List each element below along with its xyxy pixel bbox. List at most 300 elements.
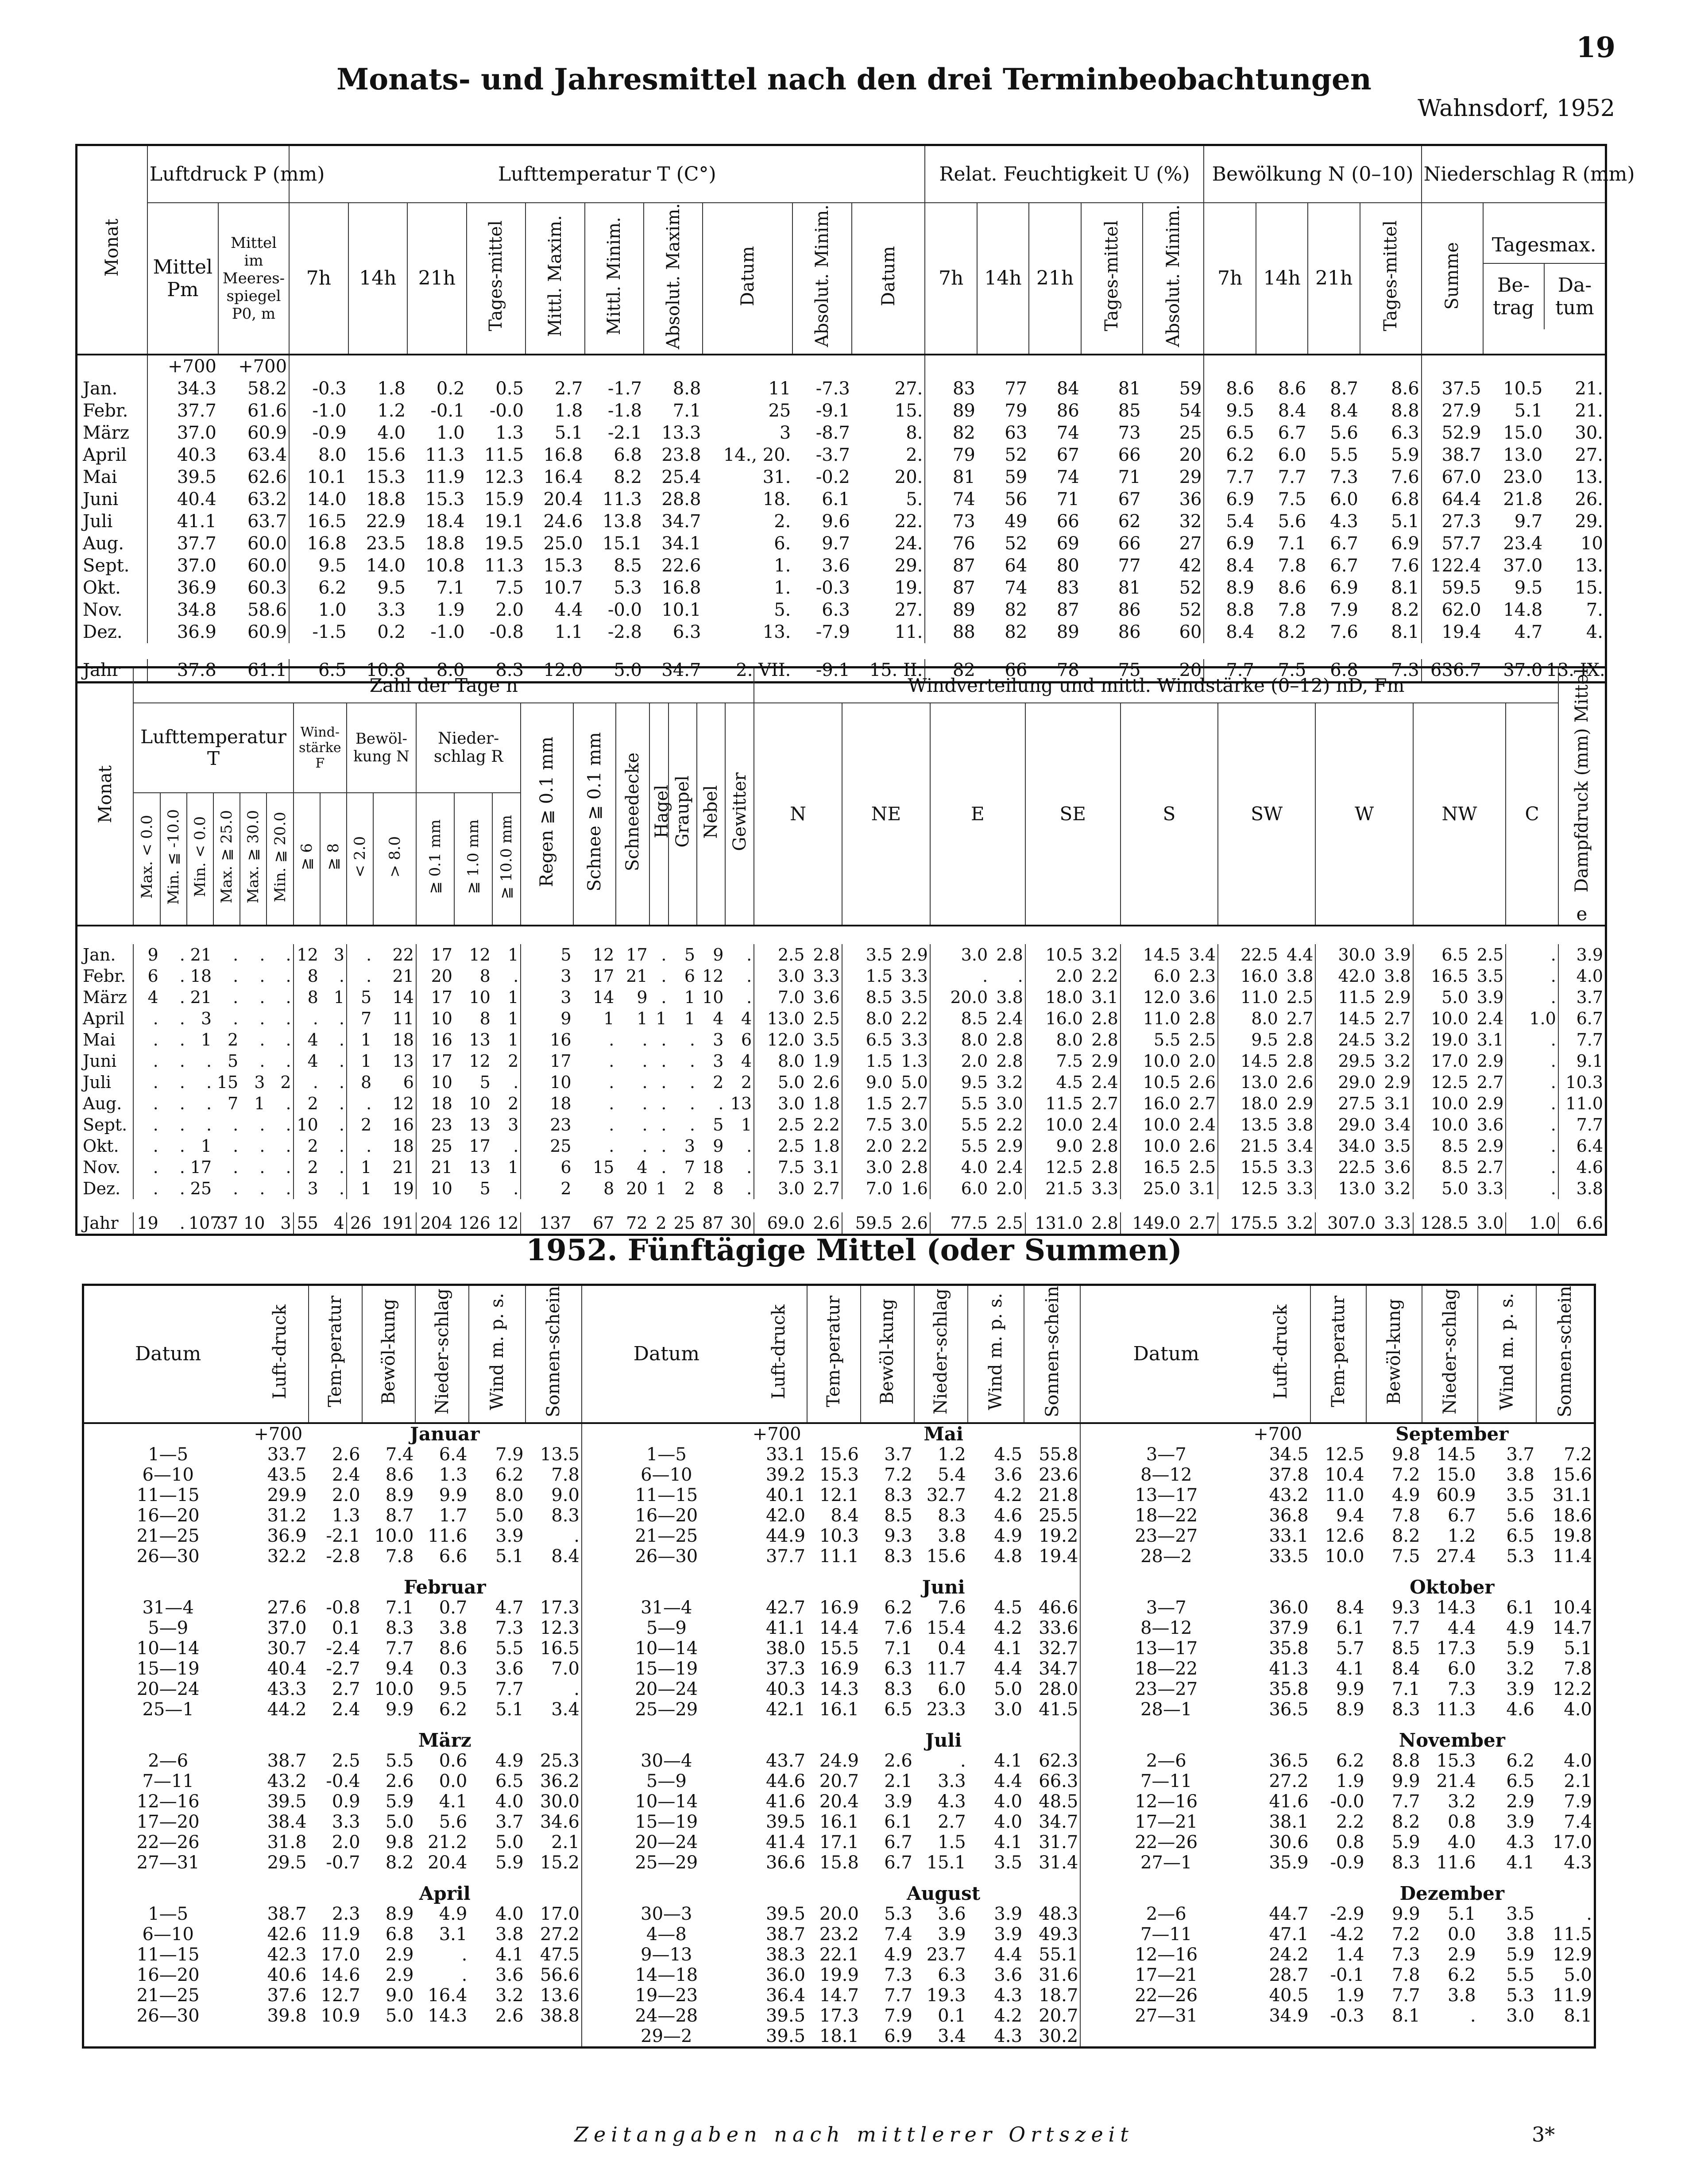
table-cell: 7.6 (884, 1617, 912, 1638)
table-cell: 6 (725, 1029, 754, 1050)
table-cell: -0.8 (489, 622, 524, 643)
table-cell: 8.0 (961, 1030, 988, 1050)
table-cell: 16.9 (819, 1658, 859, 1679)
jahr-cell: 128.5 (1420, 1213, 1468, 1233)
spacer (582, 1873, 1080, 1883)
table-cell: 5.3 (884, 1903, 912, 1924)
t3-header (309, 1285, 362, 1423)
table-cell: 15.8 (819, 1852, 859, 1873)
table-cell: 21.5 (1240, 1136, 1278, 1156)
table-cell: 8 (713, 1179, 724, 1199)
table-cell: 9.5 (1514, 578, 1543, 598)
table-cell: 21 (190, 945, 212, 965)
base-cell (1143, 355, 1204, 378)
table-cell: 1 (656, 1179, 667, 1199)
nebel-header: Nebel (701, 785, 722, 839)
table-cell: 3 (713, 1030, 724, 1050)
table-cell: 3.9 (1576, 945, 1603, 965)
table-cell: 3.6 (495, 1964, 524, 1985)
table-cell: 12.3 (484, 467, 524, 488)
table-cell: 9 (637, 988, 648, 1007)
table-cell: 5.1 (1514, 401, 1543, 421)
table-cell: 43.5 (267, 1464, 307, 1485)
table-cell: 3—7 (1080, 1444, 1252, 1465)
spacer (83, 1567, 582, 1577)
table-cell: 41.4 (765, 1832, 806, 1852)
table-cell: 16 (373, 1114, 416, 1135)
table-cell: 11.6 (1436, 1852, 1476, 1873)
table-cell: 3.1 (1182, 1178, 1218, 1199)
table-cell: 4.0 (1447, 1832, 1476, 1852)
table-cell: 7.7 (1576, 1030, 1603, 1050)
table-cell: 3.2 (989, 1072, 1025, 1093)
table-cell: 9.6 (822, 511, 850, 532)
table-cell: 2.1 (884, 1771, 912, 1791)
jahr-cell: 13. IX. (1546, 660, 1605, 681)
table-cell: 11—15 (136, 1944, 200, 1965)
table-cell: 35.9 (1269, 1852, 1309, 1873)
month-heading: Januar (410, 1423, 480, 1445)
table-cell: -2.9 (1330, 1903, 1364, 1924)
bew-21h-header: 21h (1308, 203, 1360, 355)
month-heading: Oktober (1410, 1576, 1495, 1598)
jahr-cell: 78 (1056, 660, 1079, 681)
table-cell: 8.1 (1360, 577, 1422, 599)
jahr-cell: 5.0 (614, 660, 642, 681)
jahr-cell: 37.0 (1503, 660, 1543, 681)
table-cell: 1.3 (894, 1050, 930, 1072)
table-cell: 23.8 (661, 445, 701, 466)
table-cell: 4.4 (1447, 1617, 1476, 1638)
table-cell: 23.5 (366, 533, 406, 554)
jahr-cell: 2.6 (806, 1212, 842, 1235)
table-cell: 5.9 (495, 1852, 524, 1873)
t2-sub-header (187, 793, 213, 926)
table-cell: 8—12 (1080, 1465, 1252, 1485)
base-cell (1308, 355, 1360, 378)
t2-sub-header (160, 793, 187, 926)
table-cell: 3.3 (894, 1029, 930, 1050)
table-cell: 11.3 (1436, 1699, 1476, 1720)
table-cell: 10.1 (307, 467, 347, 488)
table-cell: 14.0 (307, 489, 347, 510)
table-cell: 74 (952, 489, 975, 510)
table-cell (1080, 1423, 1252, 1444)
table-cell: Jan. (77, 944, 134, 965)
table-cell: 7.6 (1360, 555, 1422, 577)
table-cell: 1—5 (582, 1444, 751, 1465)
table-cell: 35.8 (1269, 1638, 1309, 1659)
table-cell: 20—24 (582, 1679, 751, 1699)
table-cell (252, 1883, 308, 1904)
table-cell: 55.1 (1039, 1944, 1078, 1965)
spacer-row (77, 643, 1606, 659)
table-cell: -0.9 (1330, 1852, 1364, 1873)
table-cell: 3.8 (1576, 1179, 1603, 1199)
table-cell: 47.5 (540, 1944, 580, 1965)
table-cell: 41.6 (1269, 1791, 1309, 1812)
tagesmax-header: Tagesmax. Be-trag Da-tum (1483, 203, 1606, 355)
table-cell: 10.7 (543, 578, 583, 598)
table-cell: 10 (297, 1115, 318, 1135)
table-cell: 16.0 (1045, 1009, 1083, 1029)
table-cell: 6.7 (1330, 533, 1358, 554)
table-cell: 0.8 (1336, 1832, 1364, 1852)
table-cell: . (267, 965, 293, 987)
t2-sub-label: Max. ≧ 30.0 (244, 810, 263, 904)
table-cell (1422, 2026, 1478, 2048)
table-cell: 52 (1143, 577, 1204, 599)
five-day-row (83, 1883, 1595, 1904)
table-cell: 8.4 (831, 1505, 859, 1526)
base-cell (644, 355, 703, 378)
t3-header (469, 1285, 525, 1423)
table-cell: 11.7 (926, 1658, 966, 1679)
table-cell: 13 (469, 1115, 491, 1135)
table-cell: 12.1 (819, 1485, 859, 1505)
table-cell: 1.9 (436, 600, 465, 621)
table-cell: 1.8 (806, 1093, 842, 1114)
table-cell: 7—11 (1080, 1924, 1252, 1945)
table-cell: 4.0 (495, 1791, 524, 1812)
table-cell: 3.0 (989, 1093, 1025, 1114)
jahr-cell: 8.0 (436, 660, 465, 681)
table-cell: 89 (952, 600, 975, 621)
table-cell: Juli (77, 510, 147, 533)
table-cell: 2.7 (1182, 1093, 1218, 1114)
table-cell: 8.0 (318, 445, 347, 466)
table-cell: 8.3 (884, 1485, 912, 1505)
base-row (77, 355, 1606, 378)
table-cell: . (206, 1051, 212, 1071)
table-cell: 11.0 (1325, 1485, 1364, 1505)
table-cell: 52 (1005, 445, 1028, 466)
five-day-means-table (82, 1284, 1596, 2049)
month-heading: Mai (924, 1423, 963, 1445)
table-cell: 13—17 (1080, 1485, 1252, 1505)
table-cell: 43.3 (267, 1679, 307, 1699)
table-cell: 7.1 (884, 1638, 912, 1659)
table-cell: 3.6 (1377, 1157, 1413, 1178)
table-cell: 7.9 (1564, 1791, 1592, 1812)
table-cell (1252, 1730, 1310, 1751)
table-cell (1478, 2026, 1536, 2048)
table-cell: . (366, 1094, 372, 1114)
table-cell: 27.4 (1436, 1546, 1476, 1567)
table-cell: 14., 20. (723, 445, 791, 466)
table-cell: 2 (307, 1158, 318, 1177)
table-cell: 1 (637, 1009, 648, 1029)
spacer-row (83, 1873, 1595, 1883)
table-cell: 87 (1056, 600, 1079, 621)
table-cell: . (642, 1094, 648, 1114)
table-cell: 3.1 (439, 1924, 468, 1945)
table-cell: 5.0 (385, 2005, 414, 2026)
table-cell: 61.6 (218, 400, 289, 422)
table-cell: 21. (1575, 401, 1603, 421)
table-cell: 2.7 (1470, 1157, 1506, 1178)
table-cell: 5.5 (385, 1750, 414, 1771)
table-cell: 2.9 (894, 944, 930, 965)
table-cell: -2.7 (326, 1658, 360, 1679)
table-cell (751, 1577, 807, 1598)
five-day-row (83, 1730, 1595, 1751)
table-cell: 0.2 (436, 378, 465, 399)
table-cell: . (259, 945, 265, 965)
base-cell (1204, 355, 1256, 378)
table-cell: 6.5 (884, 1699, 912, 1720)
spacer (77, 1199, 1606, 1212)
table-cell: 37.9 (1269, 1617, 1309, 1638)
table-cell: 17 (469, 1136, 491, 1156)
table-cell: 6—10 (142, 1464, 194, 1485)
page-number: 19 (1576, 31, 1616, 64)
table-cell: 2.2 (806, 1114, 842, 1135)
table-cell: 84 (1056, 378, 1079, 399)
t3-header-label: Luft-druck (768, 1304, 789, 1399)
table-cell: 4.9 (439, 1903, 468, 1924)
temp-7h-header: 7h (289, 203, 348, 355)
jahr-cell: 26 (350, 1213, 372, 1233)
table-cell: 3.0 (894, 1114, 930, 1135)
table-cell: 8 (603, 1179, 614, 1199)
table-cell: 5.9 (385, 1791, 414, 1812)
bew-tagesmittel-header: Tages-mittel (1380, 220, 1401, 332)
table-cell: 2.6 (332, 1444, 360, 1465)
table-cell: 6.0 (1330, 489, 1358, 510)
table-cell: 4.2 (994, 1617, 1023, 1638)
base-cell (1081, 355, 1143, 378)
table-cell: 9.0 (551, 1485, 580, 1505)
table-cell: 6.2 (884, 1597, 912, 1618)
table-cell: 4.3 (1506, 1832, 1534, 1852)
table-cell: 30—4 (582, 1751, 751, 1771)
table-cell: 19.4 (1441, 622, 1481, 643)
dir-w-header: W (1315, 703, 1413, 926)
table-cell: 18.0 (1045, 988, 1083, 1007)
mittl-minim-header: Mittl. Minim. (604, 216, 625, 336)
jahr-cell: 2.8 (1085, 1212, 1121, 1235)
table-cell (1080, 1883, 1252, 1904)
table-cell: 15.6 (366, 445, 406, 466)
table-cell: . (259, 1115, 265, 1135)
table-cell: Nov. (77, 1157, 134, 1178)
table-cell: 30.0 (540, 1791, 580, 1812)
spacer (83, 1720, 582, 1730)
table-cell: 1 (360, 1158, 372, 1177)
table-cell: 3 (684, 1136, 695, 1156)
table-cell: 1.8 (377, 378, 406, 399)
table-cell: 7.0 (866, 1179, 893, 1199)
table-cell: 37.7 (765, 1546, 806, 1567)
table-cell: 16.1 (819, 1811, 859, 1832)
spacer-row (77, 1199, 1606, 1212)
table-cell: 16—20 (582, 1505, 751, 1526)
table-cell: 9.3 (884, 1525, 912, 1546)
table-cell: 9.4 (385, 1658, 414, 1679)
base-cell (1544, 355, 1606, 378)
table-cell: 1.0 (1506, 1008, 1558, 1029)
table-cell: 4 (725, 1008, 754, 1029)
table-cell: . (320, 1050, 347, 1072)
table-cell: 13 (469, 1158, 491, 1177)
schneedecke-header: Schneedecke (622, 752, 643, 871)
table-cell (582, 1577, 751, 1598)
table-cell: 11. (852, 621, 925, 643)
table-cell: 67 (1056, 445, 1079, 466)
table-cell: 14 (373, 987, 416, 1008)
table-cell: 10.0 (1143, 1115, 1181, 1135)
jahr-cell: 137 (539, 1213, 572, 1233)
table-cell: 19.2 (1039, 1525, 1078, 1546)
table-cell: 16.5 (307, 511, 347, 532)
table-cell: 71 (1118, 467, 1141, 488)
jahr-cell: 37.8 (177, 660, 216, 681)
t3-header-label: Luft-druck (1270, 1304, 1291, 1399)
table-cell: 12—16 (1080, 1945, 1252, 1965)
table-cell: 36.0 (1269, 1597, 1309, 1618)
feuchte-header: Relat. Feuchtigkeit U (%) (925, 145, 1204, 203)
table-cell: -2.8 (326, 1546, 360, 1567)
table-cell: 15. (852, 400, 925, 422)
t3-header-label: Sonnen-schein (1555, 1286, 1576, 1417)
table-cell: 36.8 (1269, 1505, 1309, 1526)
table-cell: 5.6 (1330, 423, 1358, 444)
table-cell: 8.6 (1278, 578, 1306, 598)
table-cell: 32.2 (267, 1546, 307, 1567)
table-cell: 48.5 (1039, 1791, 1078, 1812)
table-cell (83, 1730, 252, 1751)
table-cell: 15.4 (926, 1617, 966, 1638)
table-cell: . (233, 945, 239, 965)
table-cell: -1.0 (430, 622, 465, 643)
table-cell: 4 (307, 1051, 318, 1071)
table-cell: . (233, 1009, 239, 1029)
table-cell: 3.8 (1280, 1114, 1316, 1135)
table-cell: . (267, 1135, 293, 1157)
table-cell: 1 (254, 1094, 265, 1114)
table-cell: 3.9 (1470, 987, 1506, 1008)
table-cell: 14.3 (819, 1679, 859, 1699)
table-cell: 14 (592, 988, 614, 1007)
table-cell: 5.1 (554, 423, 583, 444)
table-cell: 8.3 (884, 1546, 912, 1567)
table-cell: 7.1 (1391, 1679, 1420, 1699)
table-cell: 5.5 (961, 1115, 988, 1135)
t2-sub-label: ≧ 8 (324, 843, 342, 871)
table-cell: . (259, 1158, 265, 1177)
table-cell: 12 (373, 1093, 416, 1114)
table-cell: Okt. (77, 1135, 134, 1157)
table-cell: . (153, 1094, 158, 1114)
table-cell: 11.4 (1552, 1546, 1592, 1567)
table-cell: . (661, 1115, 667, 1135)
table-cell: 1.6 (894, 1178, 930, 1199)
table-cell: 12.7 (321, 1985, 360, 2006)
table-cell: 8.0 (1056, 1030, 1083, 1050)
table-cell: . (461, 1944, 468, 1965)
table-cell: 7.2 (884, 1464, 912, 1485)
table-cell: 7.7 (1278, 467, 1306, 488)
table-cell: 2.0 (332, 1832, 360, 1852)
table-cell: 12.5 (1431, 1073, 1468, 1092)
table-cell: 122.4 (1430, 556, 1481, 576)
table-cell: 5.9 (1360, 444, 1422, 466)
month-heading: Juli (925, 1729, 962, 1751)
table-cell: Sept. (77, 555, 147, 577)
five-day-row (83, 1699, 1595, 1720)
table-cell: 1.1 (554, 622, 583, 643)
table-cell: 6.0 (961, 1179, 988, 1199)
table-cell: 46.6 (1039, 1597, 1078, 1618)
table-cell: Dez. (77, 1178, 134, 1199)
table-cell: 3.6 (994, 1964, 1023, 1985)
absolut-maxim-header: Absolut. Maxim. (663, 203, 684, 349)
table-cell: 42.7 (765, 1597, 806, 1618)
table-cell: 9.0 (866, 1073, 893, 1092)
table-cell: 60.0 (218, 555, 289, 577)
table-cell: 8.3 (884, 1679, 912, 1699)
t3-header: Datum (83, 1285, 252, 1423)
jahr-cell: 6.8 (1330, 660, 1358, 681)
table-cell: . (179, 966, 185, 986)
table-cell: 3.2 (1377, 1029, 1413, 1050)
table-cell: 17 (592, 966, 614, 986)
table-cell: 10.3 (819, 1525, 859, 1546)
table-cell: 9.3 (1391, 1597, 1420, 1618)
table-cell: 2.6 (1182, 1135, 1218, 1157)
table-cell: 9 (147, 945, 158, 965)
table-cell: 5.5 (1506, 1964, 1534, 1985)
table-cell: 15.3 (366, 467, 406, 488)
table-cell: 49.3 (1039, 1924, 1078, 1945)
table-cell: 40.5 (1269, 1985, 1309, 2006)
table-cell: 14.0 (366, 556, 406, 576)
jahr-cell: 30 (725, 1212, 754, 1235)
t2-sub-label: > 8.0 (386, 836, 404, 878)
table-cell: 12 (469, 1051, 491, 1071)
table-cell: 4 (637, 1158, 648, 1177)
table-cell: 14.5 (1338, 1009, 1376, 1029)
table-cell: 4.2 (994, 1485, 1023, 1505)
table-cell: . (179, 1136, 185, 1156)
table-cell: 18.7 (1039, 1985, 1078, 2006)
jahr-cell: 7.5 (1278, 660, 1306, 681)
table-cell: 10.0 (1325, 1546, 1364, 1567)
table-cell: 41.5 (1039, 1699, 1078, 1720)
table-cell: 1 (492, 1029, 521, 1050)
table-cell: 6.4 (439, 1444, 468, 1465)
table-cell: 4.0 (961, 1158, 988, 1177)
table-cell: 7.3 (1391, 1944, 1420, 1965)
table-cell: 4.3 (994, 2026, 1023, 2046)
table-cell: 44.6 (765, 1771, 806, 1791)
schnee-header: Schnee ≧ 0.1 mm (584, 732, 605, 891)
five-day-row (83, 1485, 1595, 1505)
table-cell: 17.3 (1436, 1638, 1476, 1659)
table-cell: . (320, 1029, 347, 1050)
table-cell: 33.6 (1039, 1617, 1078, 1638)
table-cell: 3.5 (894, 987, 930, 1008)
table-cell: 60.9 (218, 422, 289, 444)
table-cell: 29—2 (582, 2026, 751, 2048)
table-cell: 31.4 (1039, 1852, 1078, 1873)
table-cell: 0.3 (439, 1658, 468, 1679)
spacer-row (83, 1720, 1595, 1730)
table-cell: 3.1 (1470, 1029, 1506, 1050)
table-cell: 80 (1056, 556, 1079, 576)
t3-header (968, 1285, 1024, 1423)
